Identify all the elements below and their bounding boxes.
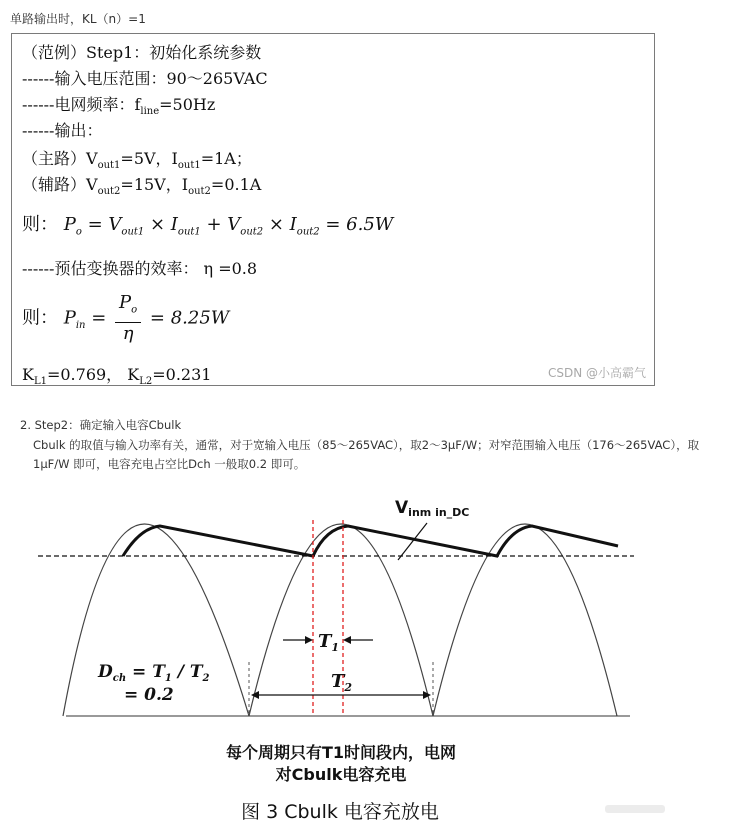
cbulk-description: Cbulk 的取值与输入功率有关，通常，对于宽输入电压（85～265VAC），取2～3μF/W；对窄范围输入电压（176～265VAC），取1μF/W 即可，电容充电占空比Dch 一般取0.2 即可。 <box>33 438 700 471</box>
intro-text: 单路输出时，KL（n）=1 <box>10 12 146 26</box>
input-power-equation: 则： $P_{in}$ = $\frac{P_o}{\eta}$ = 8.25W <box>22 292 230 344</box>
grid-frequency: ------电网频率：$f_{line}=50Hz$ <box>22 95 216 118</box>
step2-heading: 2. Step2：确定输入电容Cbulk <box>20 418 182 432</box>
efficiency-line: ------预估变换器的效率： η =0.8 <box>22 259 258 278</box>
cbulk-waveform-figure <box>0 482 735 802</box>
main-output: （主路）$V_{out1}=5V$，$I_{out1}=1A$； <box>22 149 252 172</box>
dch-value: = 0.2 <box>124 685 174 705</box>
figure-note-line1: 每个周期只有T1时间段内，电网 <box>225 743 457 762</box>
figure-caption: 图 3 Cbulk 电容充放电 <box>241 801 439 823</box>
rectified-wave-3 <box>433 524 617 716</box>
fraction: $\frac{P_o}{\eta}$ <box>115 292 141 345</box>
output-heading: ------输出： <box>22 121 103 140</box>
vinmin-label: Vinm in_DC <box>395 498 470 519</box>
watermark: CSDN @小高霸气 <box>547 366 646 380</box>
dch-formula: $D_{ch} = T_1 / T_2$ <box>98 662 210 684</box>
input-voltage-range: ------输入电压范围：90～265VAC <box>22 69 268 88</box>
step1-title: （范例）Step1：初始化系统参数 <box>22 43 262 62</box>
faint-watermark-bar <box>605 805 665 813</box>
example-panel <box>11 33 655 386</box>
bulk-voltage-curve <box>123 526 618 556</box>
aux-output: （辅路）$V_{out2}=15V$，$I_{out2}=0.1A$ <box>22 175 262 198</box>
t2-label: $T_2$ <box>331 671 353 694</box>
kl-values: $K_{L1}=0.769$， $K_{L2}=0.231$ <box>22 365 212 388</box>
t1-label: $T_1$ <box>318 631 340 654</box>
figure-note-line2: 对Cbulk电容充电 <box>275 765 407 784</box>
power-equation: 则： $P_o = V_{out1} \times I_{out1} + V_{out2} \times I_{out2} = 6.5W$ <box>22 214 394 238</box>
